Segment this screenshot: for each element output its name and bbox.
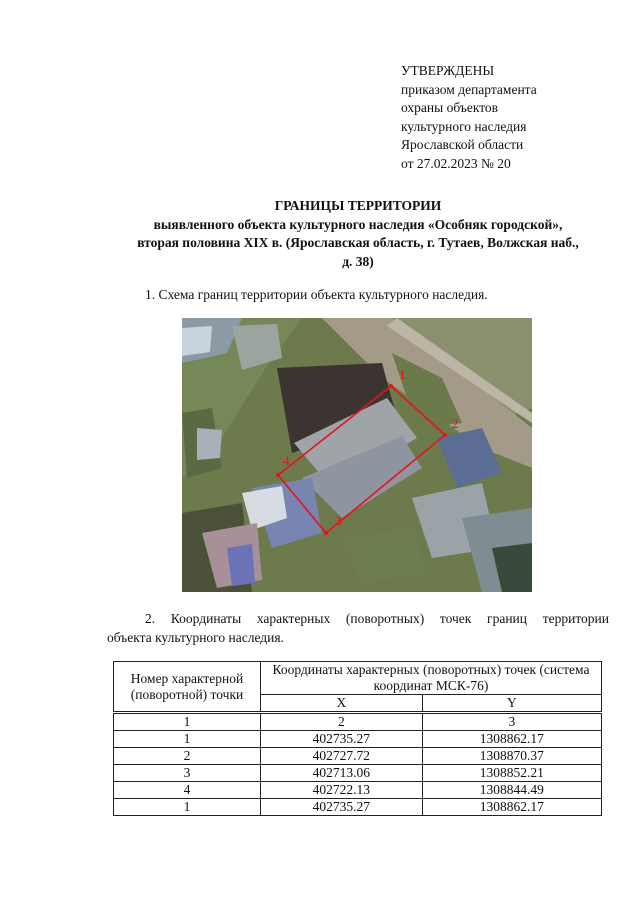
table-cell: 1308844.49 — [422, 782, 601, 799]
table-cell: 1 — [114, 799, 261, 816]
table-row — [114, 731, 602, 748]
table-cell: 402722.13 — [261, 782, 423, 799]
satellite-image — [182, 318, 532, 592]
approval-line: культурного наследия — [401, 118, 527, 134]
title-line-2: выявленного объекта культурного наследия «Особняк городской», — [153, 216, 563, 232]
coordinates-table — [113, 661, 602, 816]
table-cell: 1308870.37 — [422, 748, 601, 765]
point-label: 1 — [399, 367, 406, 382]
title-line-4: д. 38) — [342, 253, 374, 269]
approval-stamp — [401, 62, 537, 173]
numbering-row — [114, 713, 602, 731]
title-line-1: ГРАНИЦЫ ТЕРРИТОРИИ — [274, 198, 442, 213]
table-row — [114, 799, 602, 816]
header-coordinates: Координаты характерных (поворотных) точек (система координат МСК-76) — [261, 662, 602, 695]
approval-line: УТВЕРЖДЕНЫ — [401, 63, 495, 78]
approval-line: Ярославской области — [401, 137, 524, 152]
table-cell: 402735.27 — [261, 799, 423, 816]
boundary-point — [443, 433, 447, 437]
boundary-map — [182, 318, 532, 592]
approval-line: охраны объектов — [401, 100, 499, 115]
boundary-point — [324, 531, 328, 535]
header-x: X — [261, 695, 423, 713]
table-cell: 2 — [114, 748, 261, 765]
section-1-heading: 1. Схема границ территории объекта культурного наследия. — [145, 287, 488, 302]
section-2-heading — [107, 610, 609, 647]
header-point-number: Номер характерной (поворотной) точки — [114, 662, 261, 713]
table-row — [114, 782, 602, 799]
table-row — [114, 765, 602, 782]
table-cell: 402727.72 — [261, 748, 423, 765]
boundary-point — [389, 384, 393, 388]
table-cell: 3 — [114, 765, 261, 782]
approval-line: приказом департамента — [401, 81, 537, 97]
title-line-3: вторая половина XIX в. (Ярославская область, г. Тутаев, Волжская наб., — [137, 235, 579, 250]
section-2-line-2: объекта культурного наследия. — [107, 629, 284, 645]
table-cell: 1 — [114, 731, 261, 748]
table-cell: 402713.06 — [261, 765, 423, 782]
table-cell: 1308862.17 — [422, 799, 601, 816]
table-cell: 2 — [261, 713, 423, 731]
point-label: 2 — [452, 416, 459, 431]
point-label: 4 — [283, 453, 290, 468]
table-row — [114, 748, 602, 765]
boundary-point — [276, 473, 280, 477]
table-cell: 4 — [114, 782, 261, 799]
table-cell: 1308852.21 — [422, 765, 601, 782]
point-label: 3 — [335, 513, 342, 528]
document-title — [100, 197, 616, 271]
table-cell: 3 — [422, 713, 601, 731]
approval-line: от 27.02.2023 № 20 — [401, 155, 511, 171]
header-y: Y — [422, 695, 601, 713]
table-cell: 402735.27 — [261, 731, 423, 748]
section-2-line-1: 2. Координаты характерных (поворотных) точек границ территории — [145, 611, 609, 626]
table-cell: 1308862.17 — [422, 731, 601, 748]
table-cell: 1 — [114, 713, 261, 731]
